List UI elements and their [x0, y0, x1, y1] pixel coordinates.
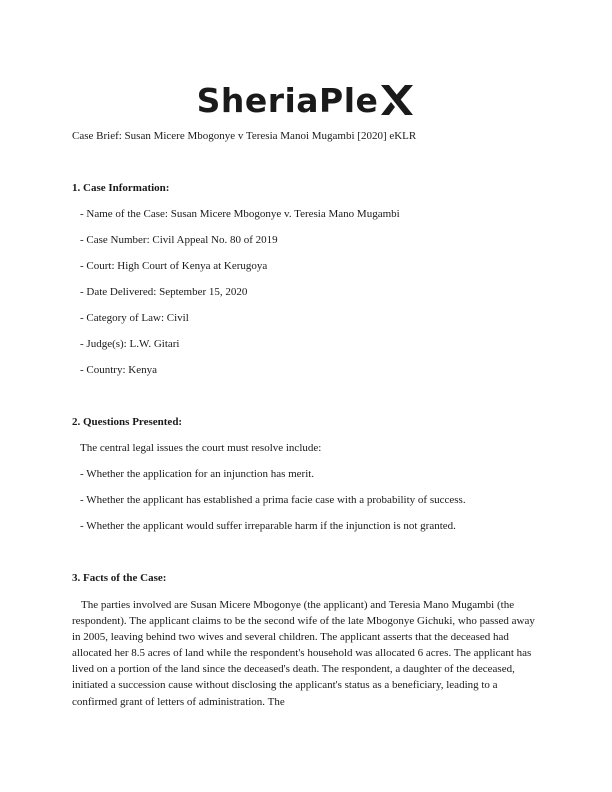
questions-intro: The central legal issues the court must resolve include:	[80, 442, 322, 454]
section-heading-questions-presented: 2. Questions Presented:	[72, 416, 183, 428]
case-info-item: - Name of the Case: Susan Micere Mbogonye v. Teresia Mano Mugambi	[80, 208, 400, 220]
question-item: - Whether the application for an injunction has merit.	[80, 468, 315, 480]
case-info-item: - Judge(s): L.W. Gitari	[80, 338, 180, 350]
case-info-item: - Court: High Court of Kenya at Kerugoya	[80, 260, 268, 272]
question-item: - Whether the applicant would suffer irreparable harm if the injunction is not granted.	[80, 520, 456, 532]
case-info-item: - Case Number: Civil Appeal No. 80 of 2019	[80, 234, 278, 246]
logo-x-mark-icon	[379, 83, 415, 117]
case-brief-title: Case Brief: Susan Micere Mbogonye v Teresia Manoi Mugambi [2020] eKLR	[72, 130, 417, 142]
case-info-item: - Country: Kenya	[80, 364, 157, 376]
section-heading-facts-of-the-case: 3. Facts of the Case:	[72, 572, 167, 584]
facts-paragraph: The parties involved are Susan Micere Mbogonye (the applicant) and Teresia Mano Mugambi (the respondent). The applicant claims to be the second wife of the late Mbogonye Gichuki, who passed away in 2005, leaving behind two wives and several children. The applicant asserts that the deceased had allocated her 8.5 acres of land while the respondent's household was allocated 6 acres. The applicant has lived on a portion of the land since the deceased's death. The respondent, a daughter of the deceased, initiated a succession cause without disclosing the applicant's status as a beneficiary, leading to a confirmed grant of letters of administration. The	[72, 599, 535, 708]
question-item: - Whether the applicant has established a prima facie case with a probability of success.	[80, 494, 466, 506]
case-info-item: - Date Delivered: September 15, 2020	[80, 286, 248, 298]
section-heading-case-information: 1. Case Information:	[72, 182, 170, 194]
sheriaplex-logo	[0, 78, 612, 122]
case-info-item: - Category of Law: Civil	[80, 312, 189, 324]
logo-text: SheriaPle	[196, 80, 379, 120]
